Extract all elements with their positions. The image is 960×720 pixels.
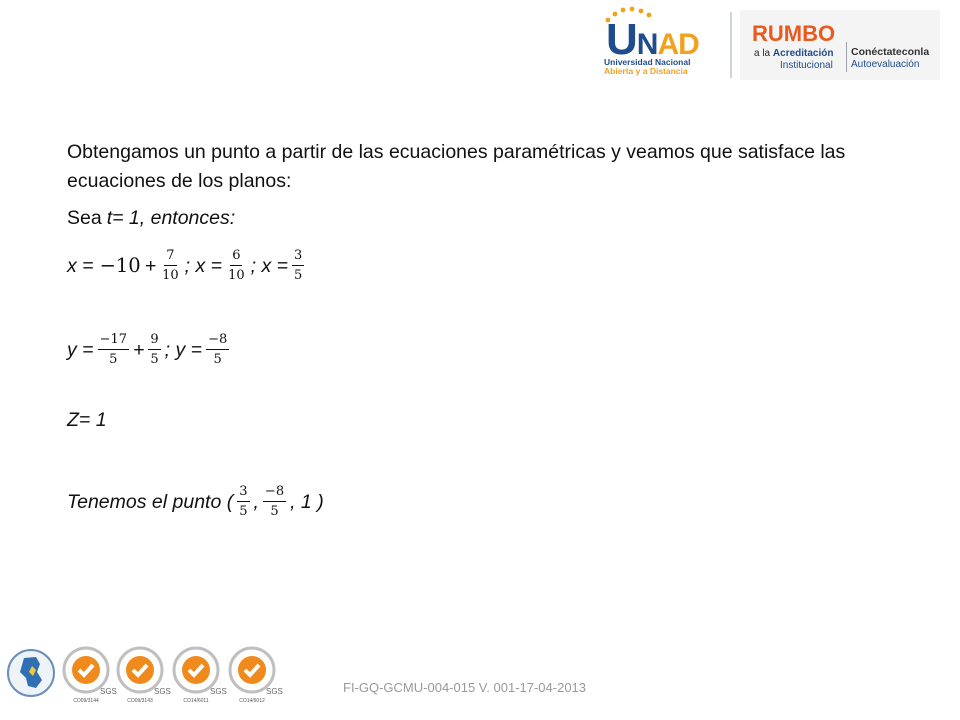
fraction: $\frac{6}{10}$ bbox=[228, 248, 245, 283]
sgs-seal: SGS CO09/3144 bbox=[60, 644, 112, 718]
unad-logo bbox=[602, 4, 712, 84]
rumbo-right1: Conéctateconla bbox=[851, 46, 930, 58]
x-equation: x = −10 + $\frac{7}{10}$ ; x = $\frac{6}{10}$ ; x = $\frac{3}{5}$ bbox=[67, 248, 303, 283]
rumbo-wordmark: RUMBO bbox=[752, 21, 836, 46]
certification-seals bbox=[6, 642, 282, 718]
sgs-seal: SGS CO14/6011 bbox=[170, 644, 222, 718]
rumbo-right2: Autoevaluación bbox=[851, 59, 920, 70]
svg-text:SGS: SGS bbox=[210, 687, 227, 696]
unad-subtitle: Universidad Nacional Abierta y a Distancia bbox=[604, 57, 691, 76]
fraction: $\frac{-8}{5}$ bbox=[208, 332, 228, 367]
colombia-map-icon bbox=[6, 648, 56, 698]
z-equation: Z= 1 bbox=[67, 409, 107, 431]
sgs-seal: SGS CO14/6012 bbox=[226, 644, 278, 718]
rumbo-separator bbox=[846, 42, 847, 72]
document-code: FI-GQ-GCMU-004-015 V. 001-17-04-2013 bbox=[343, 680, 587, 695]
fraction: $\frac{9}{5}$ bbox=[150, 332, 159, 367]
fraction: $\frac{3}{5}$ bbox=[239, 484, 248, 519]
svg-text:SGS: SGS bbox=[154, 687, 171, 696]
rumbo-line2: Institucional bbox=[780, 60, 833, 71]
sea-line: Sea t= 1, entonces: bbox=[67, 207, 236, 229]
fraction: $\frac{-8}{5}$ bbox=[264, 484, 285, 519]
rumbo-logo bbox=[740, 10, 940, 80]
point-statement: Tenemos el punto ( $\frac{3}{5}$ , $\frac{-8}{5}$ , 1 ) bbox=[67, 484, 324, 519]
intro-paragraph: Obtengamos un punto a partir de las ecuaciones paramétricas y veamos que satisface las ecuaciones de los planos: bbox=[67, 141, 846, 192]
y-equation: y = $\frac{-17}{5}$ + $\frac{9}{5}$ ; y = $\frac{-8}{5}$ bbox=[67, 332, 228, 367]
svg-text:SGS: SGS bbox=[266, 687, 283, 696]
fraction: $\frac{7}{10}$ bbox=[162, 248, 179, 283]
fraction: $\frac{-17}{5}$ bbox=[99, 332, 127, 367]
rumbo-line1: a la Acreditación bbox=[754, 48, 834, 59]
fraction: $\frac{3}{5}$ bbox=[294, 248, 303, 283]
svg-text:SGS: SGS bbox=[100, 687, 117, 696]
header-divider bbox=[730, 12, 732, 78]
sgs-seal: SGS CO09/3143 bbox=[114, 644, 166, 718]
slide-content bbox=[67, 138, 927, 196]
unad-wordmark: UNAD bbox=[606, 15, 699, 64]
